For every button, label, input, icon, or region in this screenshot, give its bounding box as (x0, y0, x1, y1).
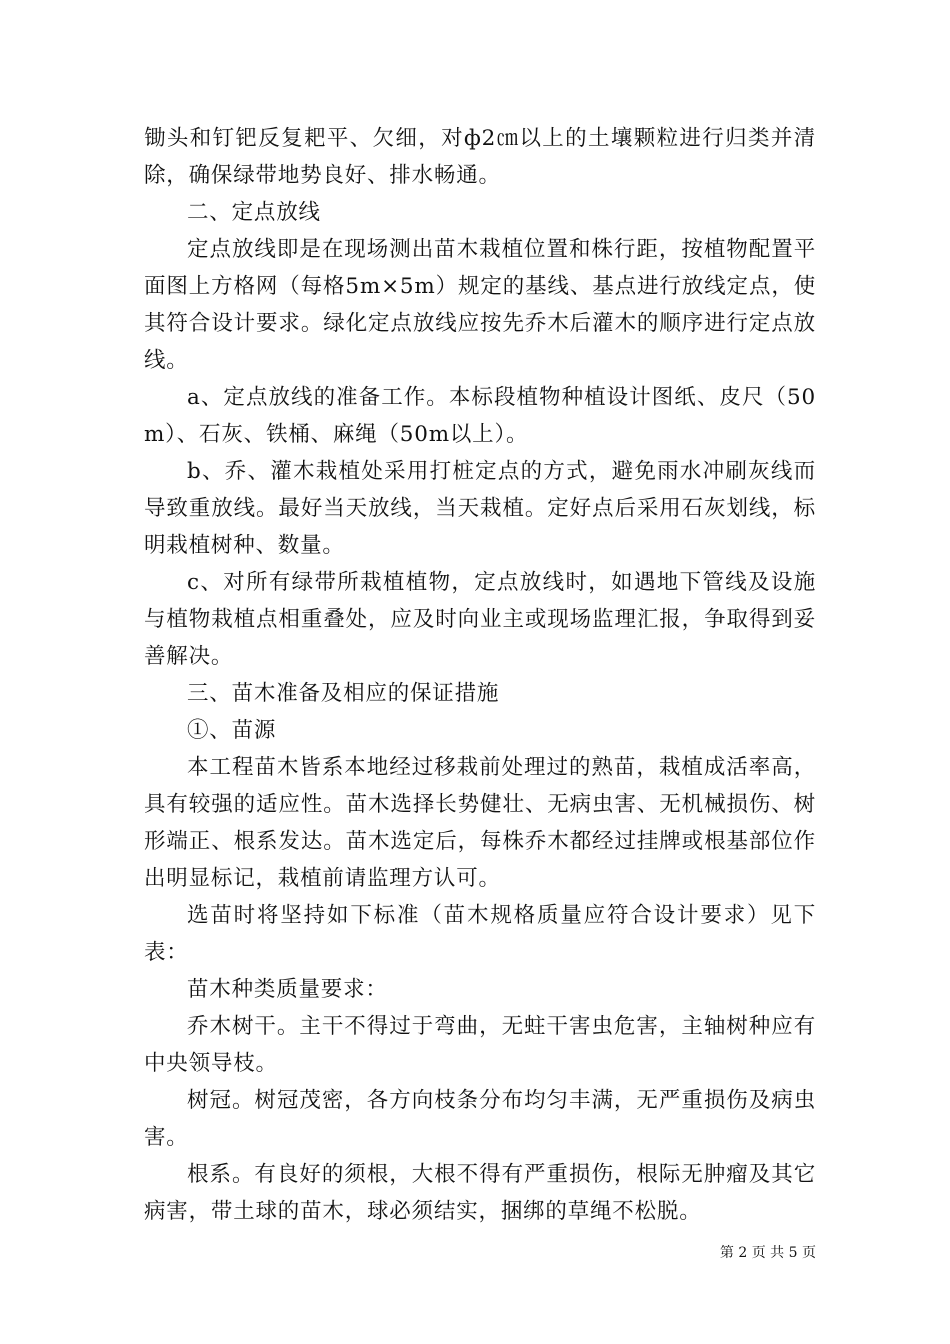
paragraph-selection-standard: 选苗时将坚持如下标准（苗木规格质量应符合设计要求）见下表： (144, 903, 816, 965)
document-body (144, 120, 816, 1230)
heading-seedling-preparation: 三、苗木准备及相应的保证措施 (187, 681, 500, 706)
paragraph-seedling-source: 本工程苗木皆系本地经过移栽前处理过的熟苗，栽植成活率高，具有较强的适应性。苗木选择长势健壮、无病虫害、无机械损伤、树形端正、根系发达。苗木选定后，每株乔木都经过挂牌或根基部位作出明显标记，栽植前请监理方认可。 (144, 755, 816, 891)
paragraph-tree-crown: 树冠。树冠茂密，各方向枝条分布均匀丰满，无严重损伤及病虫害。 (144, 1088, 816, 1150)
heading-stakeout: 二、定点放线 (187, 200, 321, 225)
page-number-footer: 第 2 页 共 5 页 (719, 1245, 816, 1261)
subheading-quality-requirements: 苗木种类质量要求： (187, 977, 388, 1002)
paragraph-tree-trunk: 乔木树干。主干不得过于弯曲，无蛀干害虫危害，主轴树种应有中央领导枝。 (144, 1014, 816, 1076)
paragraph-soil-leveling: 锄头和钉钯反复耙平、欠细，对ф2㎝以上的土壤颗粒进行归类并清除，确保绿带地势良好、排水畅通。 (144, 126, 816, 188)
paragraph-stakeout-conflicts: c、对所有绿带所栽植植物，定点放线时，如遇地下管线及设施与植物栽植点相重叠处，应及时向业主或现场监理汇报，争取得到妥善解决。 (144, 570, 816, 669)
paragraph-stakeout-definition: 定点放线即是在现场测出苗木栽植位置和株行距，按植物配置平面图上方格网（每格5m×5m）规定的基线、基点进行放线定点，使其符合设计要求。绿化定点放线应按先乔木后灌木的顺序进行定点放线。 (144, 237, 816, 373)
subheading-seedling-source: ①、苗源 (187, 718, 277, 743)
paragraph-root-system: 根系。有良好的须根，大根不得有严重损伤，根际无肿瘤及其它病害，带土球的苗木，球必须结实，捆绑的草绳不松脱。 (144, 1162, 816, 1224)
paragraph-stakeout-method: b、乔、灌木栽植处采用打桩定点的方式，避免雨水冲刷灰线而导致重放线。最好当天放线，当天栽植。定好点后采用石灰划线，标明栽植树种、数量。 (144, 459, 816, 558)
paragraph-stakeout-preparation: a、定点放线的准备工作。本标段植物种植设计图纸、皮尺（50m）、石灰、铁桶、麻绳（50m以上）。 (144, 385, 816, 447)
